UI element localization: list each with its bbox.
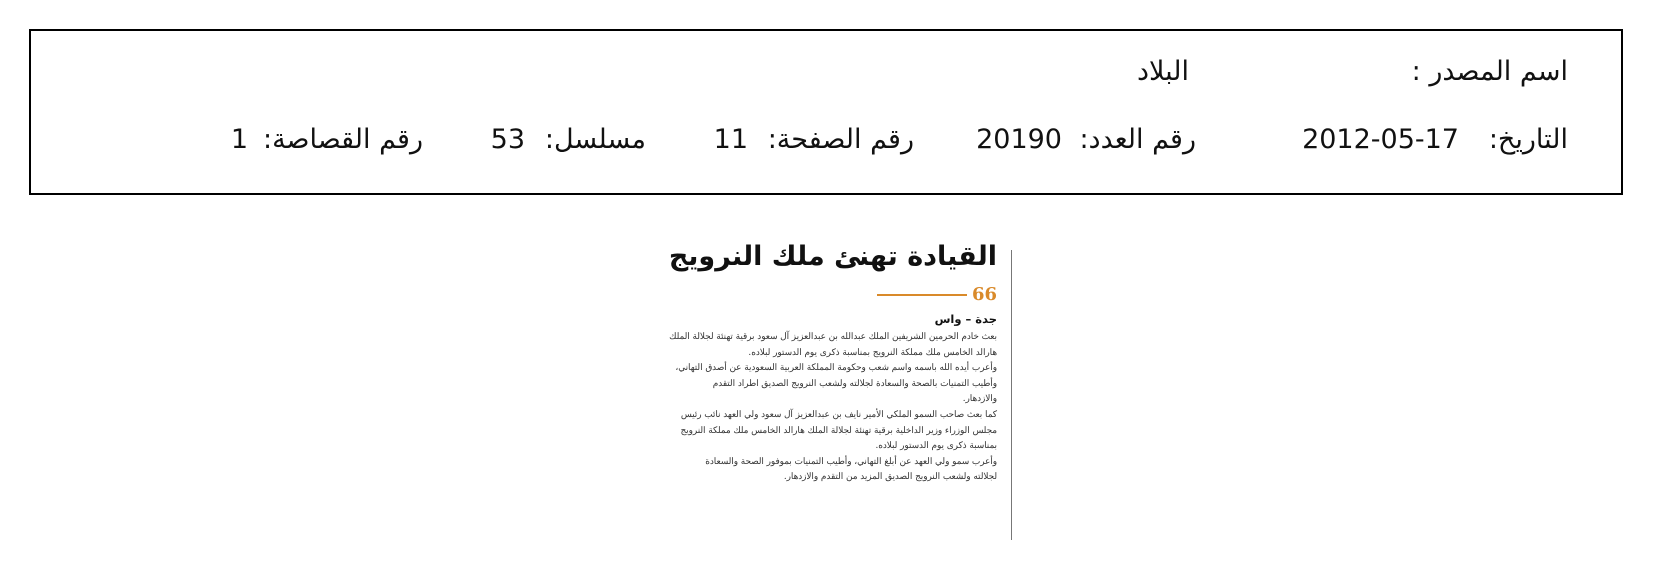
- body-line: وأعرب سمو ولي العهد عن أبلغ التهاني، وأطيب التمنيات بموفور الصحة والسعادة: [705, 456, 997, 467]
- body-line: كما بعث صاحب السمو الملكي الأمير نايف بن عبدالعزيز آل سعود ولي العهد نائب رئيس: [680, 409, 997, 420]
- issue-label: رقم العدد:: [1079, 124, 1196, 155]
- source-row: [31, 52, 1621, 92]
- accent-line: [877, 294, 967, 296]
- article-body: [662, 330, 997, 486]
- clip-value: 1: [230, 124, 248, 155]
- body-line: بمناسبة ذكرى يوم الدستور لبلاده.: [875, 441, 997, 452]
- body-line: وأطيب التمنيات بالصحة والسعادة لجلالته ولشعب النرويج الصديق اطراد التقدم: [712, 378, 997, 389]
- details-row: [31, 120, 1621, 160]
- serial-label: مسلسل:: [544, 124, 646, 155]
- serial-value: 53: [490, 124, 525, 155]
- metadata-box: [29, 29, 1623, 195]
- article-title: القيادة تهنئ ملك النرويج: [668, 241, 997, 272]
- article-clipping: [647, 240, 1012, 540]
- column-rule: [1011, 250, 1012, 540]
- body-line: بعث خادم الحرمين الشريفين الملك عبدالله بن عبدالعزيز آل سعود برقية تهنئة لجلالة الملك: [669, 332, 997, 342]
- date-label: التاريخ:: [1488, 124, 1568, 155]
- date-value: 2012-05-17: [1302, 124, 1459, 155]
- clip-label: رقم القصاصة:: [262, 124, 423, 155]
- body-line: والازدهار.: [962, 394, 997, 405]
- body-line: مجلس الوزراء وزير الداخلية برقية تهنئة لجلالة الملك هارالد الخامس ملك مملكة النرويج: [680, 425, 997, 436]
- page-value: 11: [713, 124, 748, 155]
- body-line: هارالد الخامس ملك مملكة النرويج بمناسبة ذكرى يوم الدستور لبلاده.: [748, 347, 997, 358]
- article-dateline: جدة – واس: [934, 312, 997, 326]
- issue-value: 20190: [976, 124, 1062, 155]
- page-label: رقم الصفحة:: [767, 124, 914, 155]
- body-line: لجلالته ولشعب النرويج الصديق المزيد من التقدم والازدهار.: [783, 472, 997, 483]
- source-label: اسم المصدر :: [1411, 56, 1568, 87]
- quote-mark-icon: 66: [971, 284, 997, 305]
- source-value: البلاد: [1136, 56, 1189, 87]
- body-line: وأعرب أيده الله باسمه واسم شعب وحكومة المملكة العربية السعودية عن أصدق التهاني،: [675, 363, 997, 374]
